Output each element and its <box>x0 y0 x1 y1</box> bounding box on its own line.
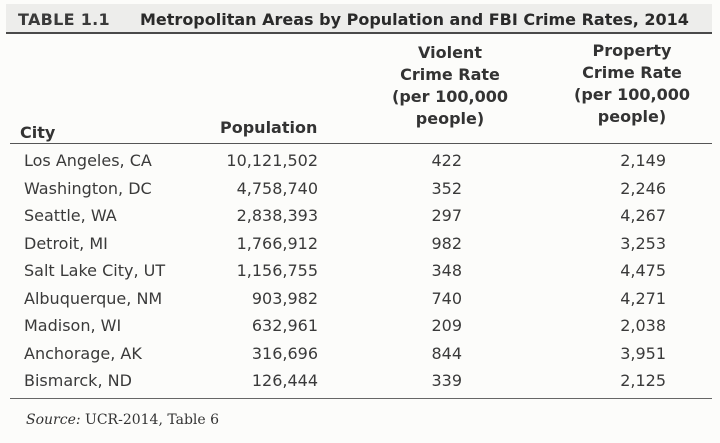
table-row <box>0 367 720 395</box>
source-text: UCR-2014, Table 6 <box>85 412 220 428</box>
source-label: Source: <box>26 412 81 428</box>
cell-population: 1,156,755 <box>236 261 318 280</box>
header-violent-line: (per 100,000 <box>392 87 508 106</box>
table-row <box>0 175 720 203</box>
cell-property-rate: 3,253 <box>620 233 666 253</box>
cell-property-rate: 2,125 <box>620 371 666 390</box>
cell-violent-rate: 982 <box>431 233 462 253</box>
table-row <box>0 147 720 175</box>
cell-violent-rate: 844 <box>431 343 462 363</box>
cell-population: 4,758,740 <box>236 178 318 198</box>
cell-violent-rate: 209 <box>431 316 462 335</box>
cell-property-rate: 4,271 <box>620 288 666 308</box>
cell-city: Anchorage, AK <box>24 343 142 363</box>
cell-violent-rate: 740 <box>431 288 462 308</box>
header-city: City <box>20 123 56 142</box>
cell-violent-rate: 352 <box>431 178 462 198</box>
header-property-line: people) <box>597 107 667 126</box>
cell-city: Madison, WI <box>24 316 122 335</box>
cell-population: 903,982 <box>251 288 318 308</box>
cell-property-rate: 2,149 <box>620 151 666 170</box>
header-population: Population <box>220 118 318 137</box>
table-title-bar <box>6 4 712 34</box>
header-property-line: (per 100,000 <box>574 85 690 104</box>
cell-city: Albuquerque, NM <box>24 288 163 308</box>
table-row <box>0 230 720 258</box>
cell-population: 2,838,393 <box>236 206 318 225</box>
header-divider <box>10 143 712 144</box>
cell-population: 10,121,502 <box>226 151 318 170</box>
cell-city: Los Angeles, CA <box>24 151 152 170</box>
source-note <box>26 412 219 428</box>
cell-city: Bismarck, ND <box>24 371 132 390</box>
table-row <box>0 257 720 285</box>
cell-violent-rate: 348 <box>431 261 462 280</box>
header-property-crime-rate <box>557 40 707 128</box>
cell-city: Salt Lake City, UT <box>24 261 166 280</box>
header-violent-crime-rate <box>380 42 520 130</box>
header-property-line: Property <box>592 41 672 60</box>
header-violent-line: Crime Rate <box>400 65 500 84</box>
table-title: Metropolitan Areas by Population and FBI Crime Rates, 2014 <box>140 10 689 29</box>
cell-violent-rate: 339 <box>431 371 462 390</box>
cell-property-rate: 4,475 <box>620 261 666 280</box>
header-violent-line: people) <box>415 109 485 128</box>
cell-violent-rate: 422 <box>431 151 462 170</box>
cell-population: 1,766,912 <box>236 233 318 253</box>
cell-property-rate: 3,951 <box>620 343 666 363</box>
header-property-line: Crime Rate <box>582 63 682 82</box>
table-row <box>0 312 720 340</box>
table-row <box>0 340 720 368</box>
cell-population: 632,961 <box>251 316 318 335</box>
cell-property-rate: 2,038 <box>620 316 666 335</box>
table-label: TABLE 1.1 <box>18 10 110 29</box>
cell-population: 316,696 <box>251 343 318 363</box>
footer-divider <box>10 398 712 399</box>
cell-city: Seattle, WA <box>24 206 117 225</box>
cell-population: 126,444 <box>251 371 318 390</box>
table-row <box>0 285 720 313</box>
cell-city: Washington, DC <box>24 178 152 198</box>
table-row <box>0 202 720 230</box>
cell-violent-rate: 297 <box>431 206 462 225</box>
cell-property-rate: 2,246 <box>620 178 666 198</box>
table-body <box>0 147 720 395</box>
cell-property-rate: 4,267 <box>620 206 666 225</box>
header-violent-line: Violent <box>418 43 482 62</box>
cell-city: Detroit, MI <box>24 233 108 253</box>
